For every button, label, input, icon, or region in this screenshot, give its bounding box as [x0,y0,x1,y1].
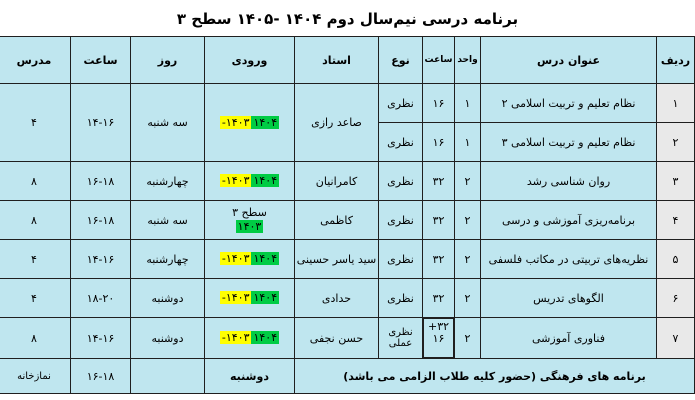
cell-vahed: ۲ [455,240,481,279]
cell-saat-total: ۳۲ [423,162,455,201]
cell-saat-kelas: ۱۴-۱۶ [71,240,131,279]
header-saat-total: ساعت [423,37,455,84]
cell-voroodi [205,201,295,240]
cell-saat-kelas: ۱۸-۲۰ [71,279,131,318]
cell-vahed: ۲ [455,201,481,240]
cell-rooz: سه شنبه [131,201,205,240]
voroodi-line [206,220,293,234]
table-footer-row [0,359,695,394]
cell-ostad: حسن نجفی [295,318,379,359]
cell-radif: ۷ [657,318,695,359]
cell-onvan-dars: نظام تعلیم و تربیت اسلامی ۲ [481,84,657,123]
cell-modares: ۸ [0,318,71,359]
cell-saat-kelas: ۱۶-۱۸ [71,201,131,240]
voroodi-yellow: ۱۴۰۳- [221,252,250,265]
voroodi-line [206,116,293,130]
voroodi-stack [206,252,293,266]
voroodi-yellow: ۱۴۰۳- [221,331,250,344]
cell-rooz: چهارشنبه [131,162,205,201]
table-row [0,279,695,318]
cell-vahed: ۱ [455,84,481,123]
cell-onvan-dars: الگوهای تدریس [481,279,657,318]
header-row [0,37,695,84]
table-row [0,240,695,279]
voroodi-green: ۱۴۰۴ [253,174,278,187]
cell-modares: ۴ [0,84,71,162]
header-modares: مدرس [0,37,71,84]
voroodi-stack [206,174,293,188]
cell-radif: ۴ [657,201,695,240]
cell-saat-kelas: ۱۶-۱۸ [71,162,131,201]
voroodi-yellow: ۱۴۰۳- [221,174,250,187]
header-saat-kelas: ساعت [71,37,131,84]
cell-radif: ۲ [657,123,695,162]
voroodi-stack [206,206,293,234]
cell-onvan-dars: فناوری آموزشی [481,318,657,359]
voroodi-green: ۱۴۰۴ [253,331,278,344]
voroodi-stack [206,291,293,305]
cell-ostad: کامرانیان [295,162,379,201]
voroodi-green: ۱۴۰۴ [253,291,278,304]
cell-no: نظری [379,123,423,162]
cell-ostad: حدادی [295,279,379,318]
cell-voroodi [205,240,295,279]
cell-saat-total: ۳۲ [423,201,455,240]
cell-onvan-dars: برنامه‌ریزی آموزشی و درسی [481,201,657,240]
cell-modares: ۸ [0,162,71,201]
cell-saat-total: ۳۲ [423,240,455,279]
cell-radif: ۵ [657,240,695,279]
cell-radif: ۳ [657,162,695,201]
cell-vahed: ۲ [455,279,481,318]
cell-radif: ۱ [657,84,695,123]
voroodi-line [206,252,293,266]
header-no: نوع [379,37,423,84]
table-row [0,84,695,123]
header-rooz: روز [131,37,205,84]
cell-rooz: دوشنبه [131,279,205,318]
cell-no: نظری [379,279,423,318]
header-onvan-dars: عنوان درس [481,37,657,84]
cell-onvan-dars: نظریه‌های تربیتی در مکاتب فلسفی [481,240,657,279]
cell-saat-total: ۱۶ [423,84,455,123]
cell-voroodi [205,318,295,359]
cell-saat-total: ۱۶ [423,123,455,162]
table-row [0,318,695,359]
voroodi-green: ۱۴۰۴ [253,115,278,129]
header-radif: ردیف [657,37,695,84]
table-body [0,84,695,394]
cell-voroodi [205,84,295,162]
cell-vahed: ۲ [455,318,481,359]
cell-no: نظری [379,162,423,201]
voroodi-extra: سطح ۳ [232,206,267,219]
voroodi-line [206,331,293,345]
table-row [0,201,695,240]
voroodi-stack [206,116,293,130]
cell-footer-saat: ۱۶-۱۸ [71,359,131,394]
cell-vahed: ۱ [455,123,481,162]
voroodi-yellow: ۱۴۰۳- [221,291,250,304]
header-voroodi: ورودی [205,37,295,84]
cell-footer-modares: نمازخانه [0,359,71,394]
cell-voroodi [205,279,295,318]
cell-rooz: سه شنبه [131,84,205,162]
voroodi-line [206,291,293,305]
voroodi-line [206,174,293,188]
table-header [0,37,695,84]
cell-rooz: دوشنبه [131,318,205,359]
header-ostad: استاد [295,37,379,84]
cell-onvan-dars: نظام تعلیم و تربیت اسلامی ۳ [481,123,657,162]
cell-voroodi [205,162,295,201]
cell-saat-total: ۳۲+ ۱۶ [423,318,454,358]
cell-saat-total: ۳۲ [423,279,455,318]
cell-vahed: ۲ [455,162,481,201]
cell-footer-rooz: دوشنبه [205,359,295,394]
cell-no: نظری [379,240,423,279]
page-title: برنامه درسی نیم‌سال دوم ۱۴۰۴ -۱۴۰۵ سطح ۳ [176,10,519,28]
cell-rooz: چهارشنبه [131,240,205,279]
cell-ostad: کاظمی [295,201,379,240]
cell-modares: ۸ [0,201,71,240]
voroodi-yellow: ۱۴۰۳- [221,115,250,129]
voroodi-stack [206,331,293,345]
cell-no: نظری [379,201,423,240]
cell-ostad: صاعد رازی [295,84,379,162]
cell-no: نظری عملی [379,318,423,359]
cell-radif: ۶ [657,279,695,318]
voroodi-green: ۱۴۰۴ [253,252,278,265]
cell-modares: ۴ [0,240,71,279]
cell-cultural-note: برنامه های فرهنگی (حضور کلیه طلاب الزامی می باشد) [295,359,695,394]
cell-footer-empty [131,359,205,394]
cell-onvan-dars: روان شناسی رشد [481,162,657,201]
table-row [0,162,695,201]
voroodi-green: ۱۴۰۳ [237,220,262,233]
header-vahed: واحد [455,37,481,84]
cell-saat-kelas: ۱۴-۱۶ [71,318,131,359]
course-schedule-table [0,36,695,394]
cell-no: نظری [379,84,423,123]
cell-saat-kelas: ۱۴-۱۶ [71,84,131,162]
cell-modares: ۴ [0,279,71,318]
cell-ostad: سید یاسر حسینی [295,240,379,279]
